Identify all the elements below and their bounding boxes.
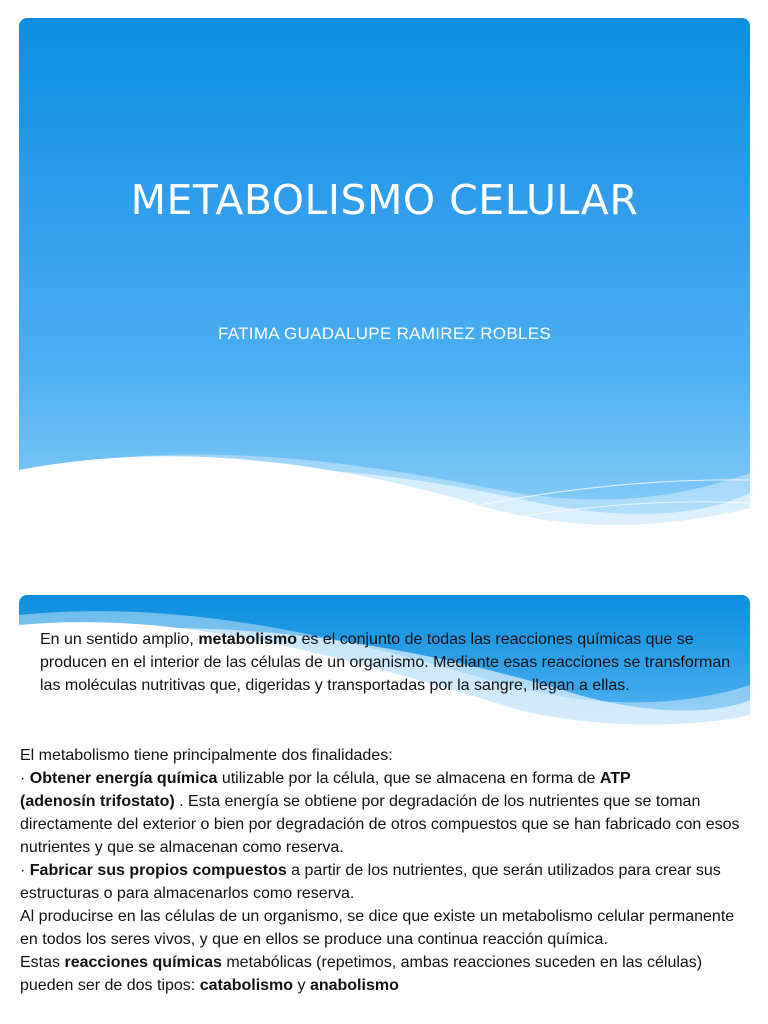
slide-title: METABOLISMO CELULAR — [130, 176, 639, 224]
body-text — [20, 744, 750, 997]
slide-subtitle: FATIMA GUADALUPE RAMIREZ ROBLES — [218, 324, 551, 343]
wave-decoration — [19, 418, 750, 531]
purpose-item-energy: · Obtener energía química utilizable por la célula, que se almacena en forma de ATP (adenosín trifostato) . Esta energía se obtiene por degradación de los nutrientes que se toman directamente del exterior o bien por degradación de otros compuestos que se han fabricado con esos nutrientes y que se almacenan como reserva. — [20, 770, 740, 856]
cellular-metabolism-paragraph: Al producirse en las células de un organismo, se dice que existe un metabolismo celular permanente en todos los seres vivos, y que en ellos se produce una continua reacción química. — [20, 908, 735, 948]
purpose-item-compounds: · Fabricar sus propios compuestos a partir de los nutrientes, que serán utilizados para crear sus estructuras o para almacenarlos como reserva. — [20, 862, 721, 902]
intro-paragraph: En un sentido amplio, metabolismo es el conjunto de todas las reacciones químicas que se producen en el interior de las células de un organismo. Mediante esas reacciones se transforman las moléculas nutritivas que, digeridas y transportadas por la sangre, llegan a ellas. — [40, 631, 731, 694]
lead-paragraph: El metabolismo tiene principalmente dos finalidades: — [20, 747, 393, 764]
reaction-types-paragraph: Estas reacciones químicas metabólicas (repetimos, ambas reacciones suceden en las células) pueden ser de dos tipos: catabolismo y anabolismo — [20, 954, 703, 994]
title-slide — [19, 18, 750, 531]
